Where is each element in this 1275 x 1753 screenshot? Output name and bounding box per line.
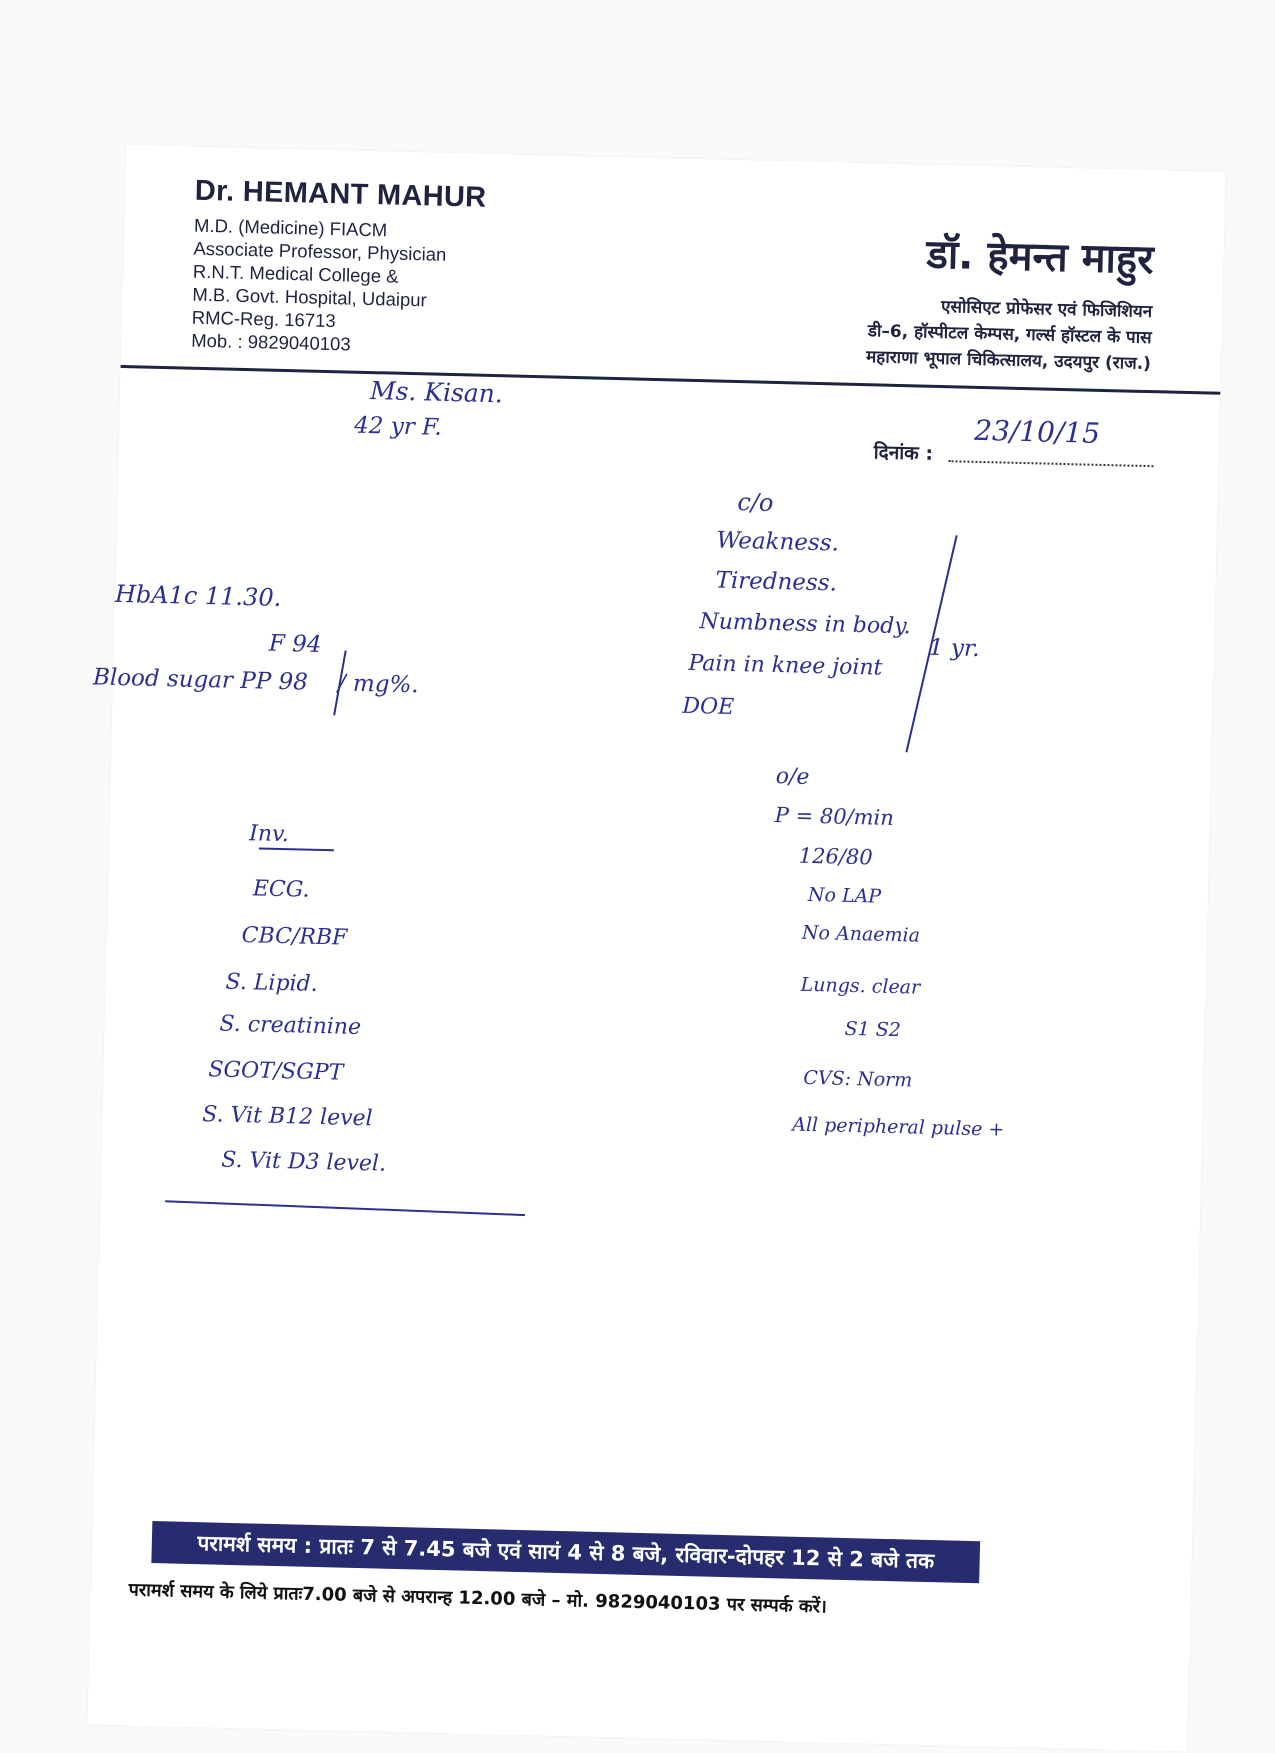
complaint-2: Tiredness. bbox=[715, 567, 838, 597]
consultation-hours-bar: परामर्श समय : प्रातः 7 से 7.45 बजे एवं सायं 4 से 8 बजे, रविवार-दोपहर 12 से 2 बजे तक bbox=[151, 1521, 980, 1583]
investigation-5: SGOT/SGPT bbox=[208, 1057, 344, 1086]
handwritten-strokes bbox=[97, 145, 1226, 1372]
doctor-college: R.N.T. Medical College & bbox=[192, 260, 399, 287]
complaint-4: Pain in knee joint bbox=[688, 650, 883, 681]
investigation-1: ECG. bbox=[252, 876, 310, 903]
designation-hindi: एसोसिएट प्रोफेसर एवं फिजिशियन bbox=[940, 296, 1153, 323]
investigation-2: CBC/RBF bbox=[241, 923, 348, 951]
investigation-4: S. creatinine bbox=[219, 1011, 362, 1041]
doctor-hospital: M.B. Govt. Hospital, Udaipur bbox=[192, 283, 427, 311]
exam-pulse: P = 80/min bbox=[774, 803, 895, 830]
investigations-underline bbox=[259, 848, 334, 850]
investigation-6: S. Vit B12 level bbox=[202, 1102, 373, 1132]
exam-lap: No LAP bbox=[807, 883, 882, 908]
doctor-designation: Associate Professor, Physician bbox=[193, 237, 447, 265]
doctor-name: Dr. HEMANT MAHUR bbox=[194, 174, 487, 214]
fasting-sugar: F 94 bbox=[268, 630, 322, 658]
blood-sugar-unit: / mg%. bbox=[337, 670, 419, 699]
investigation-7: S. Vit D3 level. bbox=[220, 1147, 387, 1177]
doctor-mobile: Mob. : 9829040103 bbox=[190, 329, 351, 355]
exam-heart: S1 S2 bbox=[844, 1017, 902, 1042]
exam-bp: 126/80 bbox=[798, 843, 873, 870]
doctor-registration: RMC-Reg. 16713 bbox=[191, 306, 336, 332]
complaints-heading: c/o bbox=[737, 488, 774, 517]
exam-pulses: All peripheral pulse + bbox=[791, 1113, 1005, 1141]
blood-sugar-pp: Blood sugar PP 98 bbox=[92, 664, 309, 696]
appointment-note: परामर्श समय के लिये प्रातः7.00 बजे से अपरान्ह 12.00 बजे – मो. 9829040103 पर सम्पर्क करें। bbox=[128, 1579, 828, 1618]
doctor-qualification: M.D. (Medicine) FIACM bbox=[193, 214, 388, 241]
address-hindi: डी–6, हॉस्पीटल केम्पस, गर्ल्स हॉस्टल के पास bbox=[867, 321, 1152, 349]
complaint-5: DOE bbox=[682, 693, 735, 721]
prescription-date: 23/10/15 bbox=[973, 413, 1101, 450]
complaints-duration: 1 yr. bbox=[928, 634, 980, 663]
investigations-heading: Inv. bbox=[248, 821, 290, 848]
hospital-hindi: महाराणा भूपाल चिकित्सालय, उदयपुर (राज.) bbox=[865, 347, 1152, 375]
patient-name: Ms. Kisan. bbox=[369, 376, 504, 409]
doctor-name-hindi: डॉ. हेमन्त माहुर bbox=[926, 231, 1155, 284]
exam-cvs: CVS: Norm bbox=[803, 1066, 913, 1092]
prescription-pad bbox=[87, 145, 1225, 1751]
sugar-bracket bbox=[334, 650, 346, 715]
exam-heading: o/e bbox=[775, 764, 810, 790]
complaints-bracket bbox=[906, 534, 956, 753]
investigation-3: S. Lipid. bbox=[225, 969, 318, 997]
exam-lungs: Lungs. clear bbox=[800, 973, 921, 999]
patient-age-sex: 42 yr F. bbox=[353, 412, 443, 441]
complaint-1: Weakness. bbox=[716, 527, 840, 557]
date-label: दिनांक : bbox=[873, 441, 934, 465]
exam-anaemia: No Anaemia bbox=[801, 921, 921, 947]
complaint-3: Numbness in body. bbox=[699, 609, 912, 640]
investigations-end-line bbox=[165, 1201, 525, 1215]
hba1c-value: HbA1c 11.30. bbox=[114, 579, 282, 612]
